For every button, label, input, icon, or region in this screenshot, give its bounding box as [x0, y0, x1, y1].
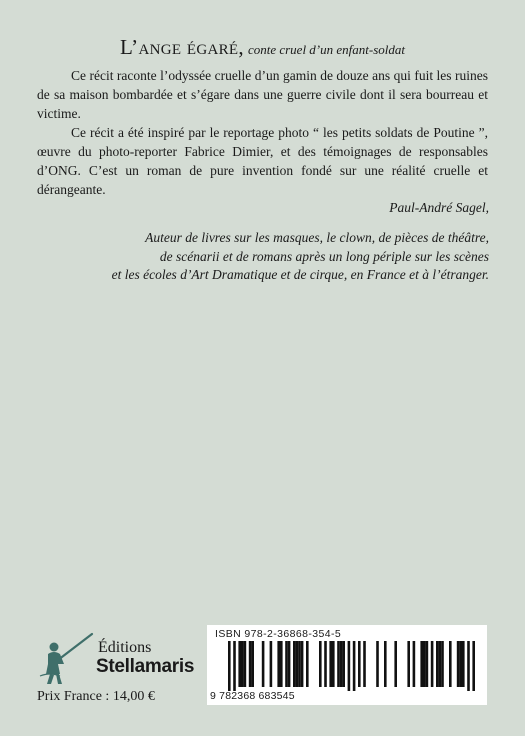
barcode-bar	[449, 641, 452, 687]
barcode-bar	[233, 641, 236, 691]
bio-line: de scénarii et de romans après un long périple sur les scènes	[159, 248, 489, 264]
barcode-bar	[280, 641, 283, 687]
fisherman-silhouette-icon	[36, 630, 96, 686]
barcode-bar	[262, 641, 265, 687]
barcode-bar	[423, 641, 426, 687]
barcode-bar	[288, 641, 291, 687]
barcode-bar	[228, 641, 231, 691]
barcode-bar	[439, 641, 442, 687]
barcode-bar	[342, 641, 345, 687]
title-subtitle: conte cruel d’un enfant-soldat	[247, 42, 405, 57]
barcode-bar	[277, 641, 280, 687]
barcode-bar	[244, 641, 247, 687]
barcode-bar	[332, 641, 335, 687]
barcode-bar	[472, 641, 475, 691]
barcode-bar	[301, 641, 304, 687]
barcode-bar	[376, 641, 379, 687]
barcode-bar	[296, 641, 299, 687]
barcode-bar	[353, 641, 356, 691]
summary-paragraph-2: Ce récit a été inspiré par le reportage photo “ les petits soldats de Poutine ”, œuvre du photo-reporter Fabrice Dimier, et des témoignages de responsables d’ONG. C’est un roman de pure invention fondé sur une réalité cruelle et dérangeante.	[37, 125, 488, 197]
barcode-bar	[420, 641, 423, 687]
bio-line: et les écoles d’Art Dramatique et de cirque, en France et à l’étranger.	[111, 267, 489, 282]
barcode-bar	[441, 641, 444, 687]
barcode-icon	[216, 641, 482, 691]
barcode-bar	[241, 641, 244, 687]
barcode-bar	[358, 641, 361, 687]
bio-line: Auteur de livres sur les masques, le clown, de pièces de théâtre,	[145, 230, 489, 245]
price-label: Prix France : 14,00 €	[37, 689, 155, 704]
barcode-bar	[348, 641, 351, 691]
publisher-editions-label: Éditions	[98, 639, 152, 656]
author-name: Paul-André Sagel,	[389, 200, 489, 215]
barcode-bar	[238, 641, 241, 687]
barcode-bar	[324, 641, 327, 687]
book-title	[0, 36, 525, 61]
barcode-bar	[384, 641, 387, 687]
barcode-bar	[298, 641, 301, 687]
barcode-bar	[249, 641, 252, 687]
barcode-bar	[413, 641, 416, 687]
title-main: L’ange égaré,	[119, 35, 244, 59]
barcode-bar	[285, 641, 288, 687]
barcode-bar	[431, 641, 434, 687]
barcode-bar	[462, 641, 465, 687]
barcode-bar	[251, 641, 254, 687]
barcode-bar	[363, 641, 366, 687]
barcode-bar	[337, 641, 340, 687]
author-bio	[69, 229, 489, 285]
barcode-bar	[467, 641, 470, 691]
barcode-bar	[319, 641, 322, 687]
barcode-bar	[394, 641, 397, 687]
barcode-digits: 9 782368 683545	[210, 690, 295, 702]
barcode-bar	[459, 641, 462, 687]
barcode-bar	[426, 641, 429, 687]
publisher-name: Stellamaris	[96, 656, 195, 677]
barcode-bar	[306, 641, 309, 687]
barcode-bar	[457, 641, 460, 687]
barcode-bar	[407, 641, 410, 687]
barcode-bar	[293, 641, 296, 687]
isbn-label: ISBN 978-2-36868-354-5	[215, 628, 342, 640]
summary-paragraph-1: Ce récit raconte l’odyssée cruelle d’un gamin de douze ans qui fuit les ruines de sa maison bombardée et s’égare dans une guerre civile dont il sera bourreau et victime.	[37, 68, 488, 121]
barcode-bar	[329, 641, 332, 687]
barcode-bar	[340, 641, 343, 687]
barcode-bar	[270, 641, 273, 687]
barcode-bar	[436, 641, 439, 687]
